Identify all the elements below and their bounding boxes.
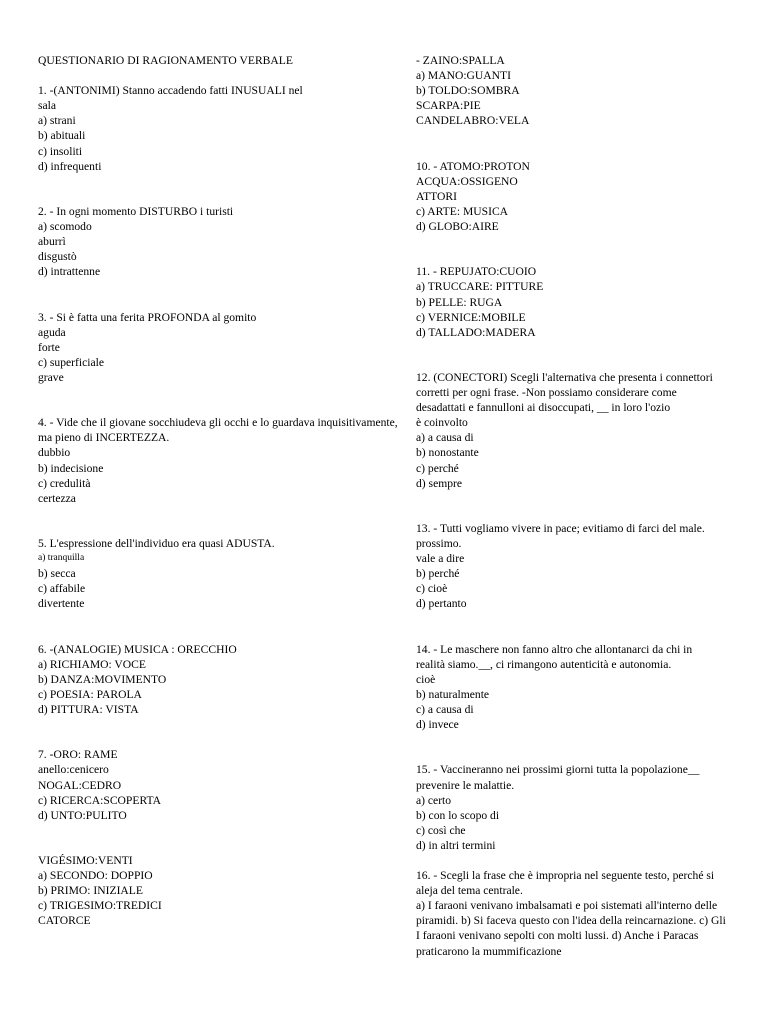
- answer-option: c) cioè: [416, 582, 448, 596]
- answer-option: forte: [38, 340, 60, 354]
- answer-option: disgustò: [38, 250, 77, 264]
- answer-option: c) superficiale: [38, 355, 104, 369]
- answer-option: a) scomodo: [38, 220, 92, 234]
- question-text: prevenire le malattie.: [416, 778, 515, 792]
- answer-option: grave: [38, 370, 64, 384]
- question-10: [416, 159, 760, 234]
- answer-option: c) perché: [416, 461, 459, 475]
- answer-option: a) certo: [416, 793, 452, 807]
- question-1: [38, 83, 410, 174]
- answer-option: c) RICERCA:SCOPERTA: [38, 793, 162, 807]
- answer-option: c) VERNICE:MOBILE: [416, 310, 526, 324]
- answer-option: d) UNTO:PULITO: [38, 808, 127, 822]
- answer-option: a) MANO:GUANTI: [416, 69, 511, 83]
- question-text: 7. -ORO: RAME: [38, 748, 118, 762]
- answer-option: d) pertanto: [416, 597, 467, 611]
- question-text: VIGÉSIMO:VENTI: [38, 853, 133, 867]
- question-text: 14. - Le maschere non fanno altro che allontanarci da chi in: [416, 642, 693, 656]
- question-15: [416, 762, 760, 853]
- answer-option: c) così che: [416, 823, 466, 837]
- page-title: QUESTIONARIO DI RAGIONAMENTO VERBALE: [38, 54, 293, 67]
- answer-option: a) tranquilla: [38, 553, 85, 564]
- answer-option: cioè: [416, 672, 436, 686]
- question-text: - ZAINO:SPALLA: [416, 54, 505, 67]
- question-text: 16. - Scegli la frase che è impropria nel seguente testo, perché si: [416, 869, 715, 883]
- question-13: [416, 521, 760, 612]
- answer-option: vale a dire: [416, 552, 465, 566]
- question-text: 10. - ATOMO:PROTON: [416, 159, 530, 173]
- answer-option: d) invece: [416, 718, 459, 732]
- answer-option: b) abituali: [38, 129, 86, 143]
- question-text: realità siamo.__, ci rimangono autenticità e autonomia.: [416, 657, 672, 671]
- question-16: [416, 868, 760, 959]
- question-text: corretti per ogni frase. -Non possiamo considerare come: [416, 386, 677, 400]
- answer-option: d) infrequenti: [38, 159, 102, 173]
- answer-option: praticarono la mummificazione: [416, 944, 562, 958]
- answer-option: divertente: [38, 597, 85, 611]
- answer-option: NOGAL:CEDRO: [38, 778, 122, 792]
- answer-option: d) TALLADO:MADERA: [416, 325, 536, 339]
- answer-option: d) sempre: [416, 476, 463, 490]
- answer-option: c) insoliti: [38, 144, 83, 158]
- question-text: sala: [38, 99, 57, 113]
- question-text: è coinvolto: [416, 416, 468, 430]
- answer-option: ACQUA:OSSIGENO: [416, 174, 518, 188]
- answer-option: b) secca: [38, 567, 76, 581]
- answer-option: anello:cenicero: [38, 763, 109, 777]
- answer-option: aburrì: [38, 235, 66, 249]
- question-2: [38, 204, 410, 279]
- question-8: [38, 853, 410, 928]
- answer-option: a) RICHIAMO: VOCE: [38, 657, 146, 671]
- question-text: 2. - In ogni momento DISTURBO i turisti: [38, 204, 234, 218]
- question-text: 13. - Tutti vogliamo vivere in pace; evitiamo di farci del male.: [416, 521, 705, 535]
- question-text: 11. - REPUJATO:CUOIO: [416, 265, 537, 279]
- answer-option: a) a causa di: [416, 431, 474, 445]
- question-4: [38, 415, 410, 506]
- answer-option: d) in altri termini: [416, 838, 496, 852]
- question-text: 12. (CONECTORI) Scegli l'alternativa che presenta i connettori: [416, 370, 713, 384]
- question-6: [38, 642, 410, 717]
- question-text: aleja del tema centrale.: [416, 884, 523, 898]
- answer-option: c) a causa di: [416, 703, 474, 717]
- question-text: 4. - Vide che il giovane socchiudeva gli occhi e lo guardava inquisitivamente,: [38, 416, 398, 430]
- answer-option: c) ARTE: MUSICA: [416, 204, 509, 218]
- answer-option: b) nonostante: [416, 446, 479, 460]
- question-text: prossimo.: [416, 537, 462, 550]
- answer-option: CANDELABRO:VELA: [416, 114, 530, 128]
- answer-option: piramidi. b) Si faceva questo con l'idea della reincarnazione. c) Gli: [416, 914, 726, 928]
- answer-option: CATORCE: [38, 914, 91, 928]
- question-text: 5. L'espressione dell'individuo era quasi ADUSTA.: [38, 537, 275, 550]
- question-text: 3. - Si è fatta una ferita PROFONDA al gomito: [38, 310, 257, 324]
- answer-option: b) TOLDO:SOMBRA: [416, 84, 520, 98]
- question-9: [416, 53, 760, 128]
- question-11: [416, 264, 760, 339]
- question-text: 1. -(ANTONIMI) Stanno accadendo fatti INUSUALI nel: [38, 84, 303, 98]
- answer-option: b) DANZA:MOVIMENTO: [38, 672, 167, 686]
- answer-option: SCARPA:PIE: [416, 99, 481, 113]
- answer-option: b) naturalmente: [416, 687, 490, 701]
- answer-option: b) perché: [416, 567, 460, 581]
- answer-option: a) I faraoni venivano imbalsamati e poi sistemati all'interno delle: [416, 899, 718, 913]
- right-column: [416, 53, 760, 959]
- answer-option: c) affabile: [38, 582, 86, 596]
- answer-option: b) PELLE: RUGA: [416, 295, 503, 309]
- question-7: [38, 747, 410, 822]
- answer-option: a) SECONDO: DOPPIO: [38, 869, 153, 883]
- answer-option: d) GLOBO:AIRE: [416, 220, 499, 234]
- answer-option: a) TRUCCARE: PITTURE: [416, 280, 544, 294]
- question-12: [416, 370, 760, 491]
- answer-option: c) POESIA: PAROLA: [38, 687, 142, 701]
- question-text: ma pieno di INCERTEZZA.: [38, 431, 170, 445]
- answer-option: I faraoni venivano sepolti con molti lussi. d) Anche i Paracas: [416, 929, 699, 943]
- answer-option: c) credulità: [38, 476, 91, 490]
- answer-option: d) PITTURA: VISTA: [38, 703, 139, 717]
- question-text: desadattati e fannulloni ai disoccupati, __ in loro l'ozio: [416, 401, 671, 415]
- answer-option: b) indecisione: [38, 461, 104, 475]
- answer-option: aguda: [38, 325, 66, 339]
- question-text: 15. - Vaccineranno nei prossimi giorni tutta la popolazione__: [416, 763, 700, 777]
- answer-option: b) PRIMO: INIZIALE: [38, 884, 143, 898]
- answer-option: b) con lo scopo di: [416, 808, 500, 822]
- left-column: [38, 53, 410, 928]
- answer-option: dubbio: [38, 446, 71, 460]
- answer-option: certezza: [38, 491, 76, 505]
- answer-option: d) intrattenne: [38, 265, 101, 279]
- question-14: [416, 642, 760, 733]
- question-text: 6. -(ANALOGIE) MUSICA : ORECCHIO: [38, 642, 237, 656]
- answer-option: a) strani: [38, 114, 76, 128]
- question-5: [38, 536, 410, 611]
- answer-option: ATTORI: [416, 189, 458, 203]
- answer-option: c) TRIGESIMO:TREDICI: [38, 899, 162, 913]
- question-3: [38, 310, 410, 385]
